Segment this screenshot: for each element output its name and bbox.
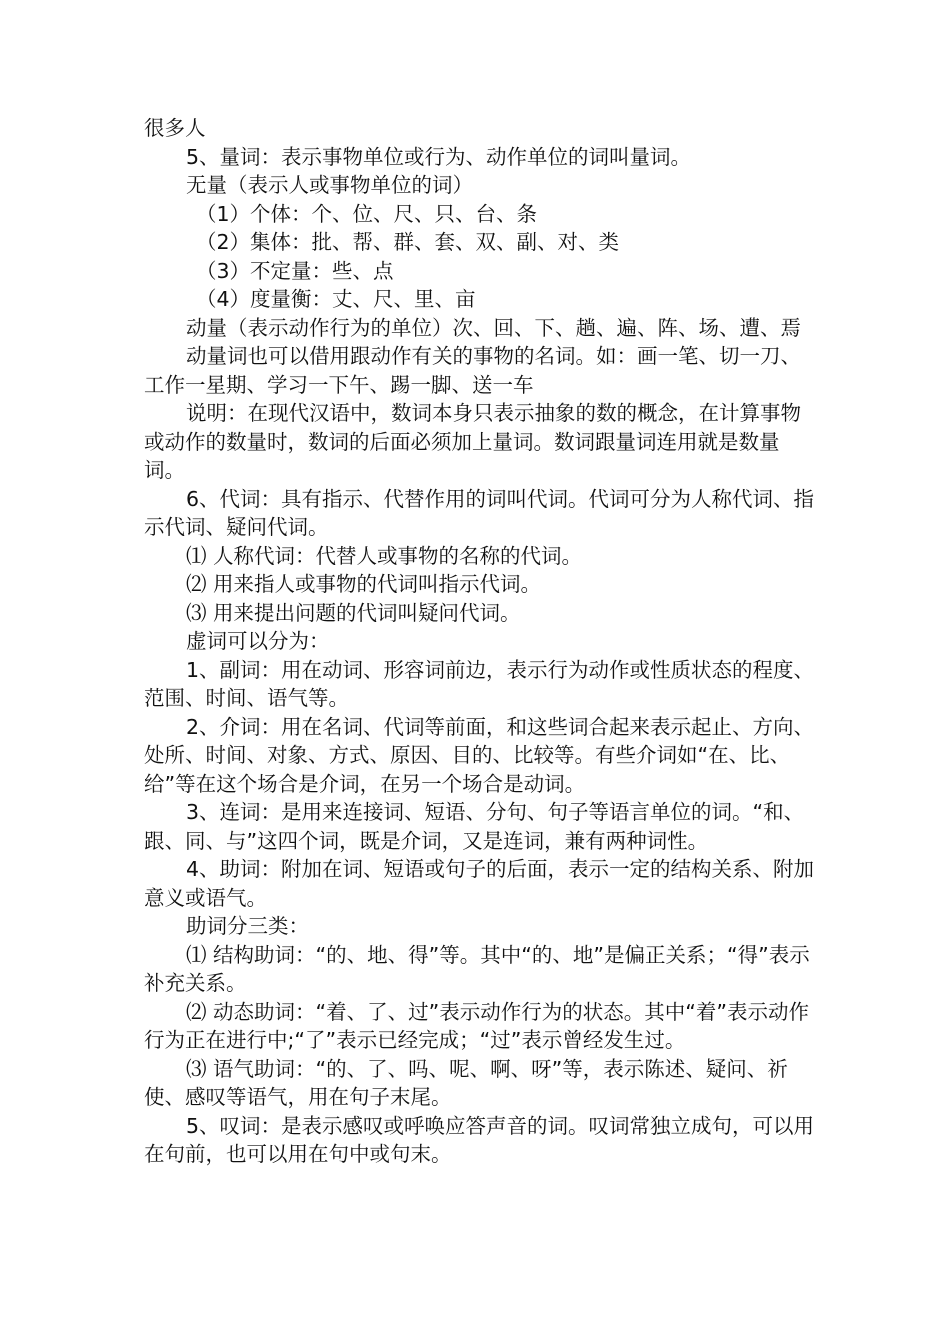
- paragraph-particle-types: 助词分三类：: [186, 914, 309, 938]
- list-item-aspect-particle: ⑵ 动态助词：“着、了、过”表示动作行为的状态。其中“着”表示动作行为正在进行中;“了”表示已经完成；“过”表示曾经发生过。: [144, 999, 809, 1052]
- paragraph-preposition: 2、介词：用在名词、代词等前面，和这些词合起来表示起止、方向、处所、时间、对象、方式、原因、目的、比较等。有些介词如“在、比、给”等在这个场合是介词，在另一个场合是动词。: [144, 714, 815, 796]
- paragraph-conjunction: 3、连词：是用来连接词、短语、分句、句子等语言单位的词。“和、跟、同、与”这四个词，既是介词，又是连词，兼有两种词性。: [144, 800, 805, 853]
- paragraph-measure-word: 5、量词：表示事物单位或行为、动作单位的词叫量词。: [186, 144, 692, 169]
- list-item-interrogative-pronoun: ⑶ 用来提出问题的代词叫疑问代词。: [186, 600, 521, 625]
- paragraph-function-words: 虚词可以分为：: [186, 629, 330, 653]
- list-item-individual: （1）个体：个、位、尺、只、台、条: [196, 201, 538, 226]
- paragraph-verbal-measure: 动量（表示动作行为的单位）次、回、下、趟、遍、阵、场、遭、焉: [186, 315, 801, 340]
- list-item-structural-particle: ⑴ 结构助词：“的、地、得”等。其中“的、地”是偏正关系；“得”表示补充关系。: [144, 942, 810, 995]
- paragraph-noun-measure: 无量（表示人或事物单位的词）: [186, 173, 473, 197]
- paragraph-continuation: 很多人: [144, 116, 206, 140]
- paragraph-interjection: 5、叹词：是表示感叹或呼唤应答声音的词。叹词常独立成句，可以用在句前，也可以用在句中或句末。: [144, 1113, 815, 1166]
- body-text: [144, 114, 816, 1169]
- list-item-personal-pronoun: ⑴ 人称代词：代替人或事物的名称的代词。: [186, 543, 583, 568]
- list-item-demonstrative-pronoun: ⑵ 用来指人或事物的代词叫指示代词。: [186, 572, 542, 596]
- list-item-modal-particle: ⑶ 语气助词：“的、了、吗、呢、啊、呀”等，表示陈述、疑问、祈使、感叹等语气，用在句子末尾。: [144, 1056, 788, 1109]
- list-item-measurement: （4）度量衡：丈、尺、里、亩: [196, 287, 476, 311]
- paragraph-particle: 4、助词：附加在词、短语或句子的后面，表示一定的结构关系、附加意义或语气。: [144, 857, 815, 910]
- list-item-indefinite: （3）不定量：些、点: [196, 258, 394, 283]
- paragraph-explanation: 说明：在现代汉语中，数词本身只表示抽象的数的概念，在计算事物或动作的数量时，数词的后面必须加上量词。数词跟量词连用就是数量词。: [144, 401, 801, 482]
- paragraph-adverb: 1、副词：用在动词、形容词前边，表示行为动作或性质状态的程度、范围、时间、语气等。: [144, 657, 815, 710]
- list-item-collective: （2）集体：批、帮、群、套、双、副、对、类: [196, 230, 620, 254]
- paragraph-pronoun: 6、代词：具有指示、代替作用的词叫代词。代词可分为人称代词、指示代词、疑问代词。: [144, 486, 815, 539]
- paragraph-verbal-measure-borrow: 动量词也可以借用跟动作有关的事物的名词。如：画一笔、切一刀、工作一星期、学习一下午、踢一脚、送一车: [144, 344, 801, 397]
